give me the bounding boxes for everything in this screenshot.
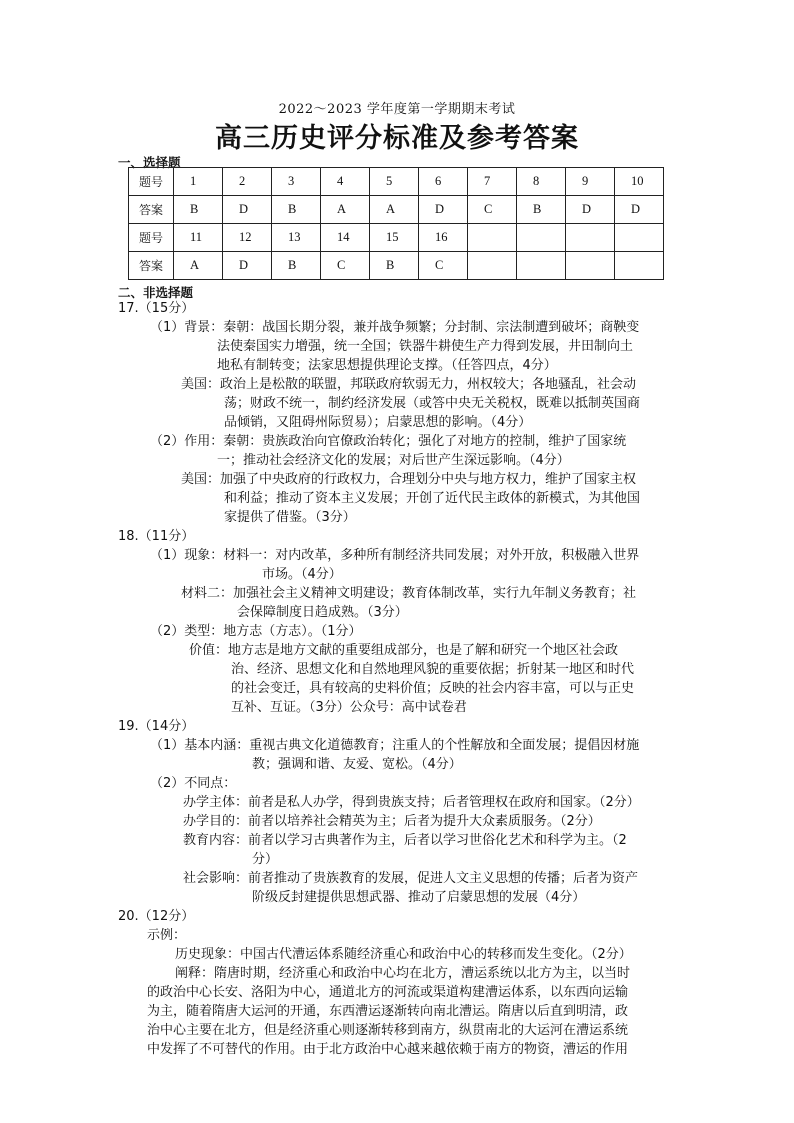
answer-line: 办学主体：前者是私人办学，得到贵族支持；后者管理权在政府和国家。（2分） xyxy=(183,795,640,810)
table-cell: 3 xyxy=(272,168,321,196)
table-cell: D xyxy=(615,196,664,224)
table-cell: 11 xyxy=(174,224,223,252)
table-cell: B xyxy=(272,252,321,280)
answer-line: 阶级反封建提供思想武器、推动了启蒙思想的发展（4分） xyxy=(252,890,586,905)
question-header: 18.（11分） xyxy=(118,529,195,544)
answer-line: （2）类型：地方志（方志）。（1分） xyxy=(150,624,362,639)
answer-line: 家提供了借鉴。（3分） xyxy=(224,510,356,525)
table-cell: C xyxy=(419,252,468,280)
answer-line: 治、经济、思想文化和自然地理风貌的重要依据；折射某一地区和时代 xyxy=(231,662,635,677)
table-cell: B xyxy=(272,196,321,224)
table-cell: 4 xyxy=(321,168,370,196)
row-label: 题号 xyxy=(129,224,174,252)
table-cell: 12 xyxy=(223,224,272,252)
answer-line: 市场。（4分） xyxy=(262,567,342,582)
table-row xyxy=(129,252,664,280)
answer-line: 荡；财政不统一，制约经济发展（或答中央无关税权，既难以抵制英国商 xyxy=(224,396,641,411)
answer-line: 材料二：加强社会主义精神文明建设；教育体制改革，实行九年制义务教育；社 xyxy=(181,586,637,601)
answer-line: 历史现象：中国古代漕运体系随经济重心和政治中心的转移而发生变化。（2分） xyxy=(175,947,632,962)
answer-table xyxy=(128,167,664,280)
page-title: 高三历史评分标准及参考答案 xyxy=(215,123,579,154)
answer-line: 教；强调和谐、友爱、宽松。（4分） xyxy=(252,757,462,772)
table-cell xyxy=(517,224,566,252)
answer-line: 的政治中心长安、洛阳为中心，通道北方的河流或渠道构建漕运体系，以东西向运输 xyxy=(147,985,629,1000)
row-label: 答案 xyxy=(129,196,174,224)
table-cell: A xyxy=(370,196,419,224)
answer-line: （1）背景：秦朝：战国长期分裂，兼并战争频繁；分封制、宗法制遭到破坏；商鞅变 xyxy=(150,320,640,335)
answer-line: （1）基本内涵：重视古典文化道德教育；注重人的个性解放和全面发展；提倡因材施 xyxy=(150,738,640,753)
table-cell: C xyxy=(321,252,370,280)
answer-line: 地私有制转变；法家思想提供理论支撑。（任答四点，4分） xyxy=(217,358,557,373)
question-header: 19.（14分） xyxy=(118,719,195,734)
question-header: 17.（15分） xyxy=(118,301,195,316)
table-cell: A xyxy=(321,196,370,224)
answer-line: 的社会变迁，具有较高的史料价值；反映的社会内容丰富，可以与正史 xyxy=(231,681,635,696)
table-cell: D xyxy=(419,196,468,224)
exam-subtitle: 2022～2023 学年度第一学期期末考试 xyxy=(278,102,516,117)
table-cell: C xyxy=(468,196,517,224)
answer-line: （2）作用：秦朝：贵族政治向官僚政治转化；强化了对地方的控制，维护了国家统 xyxy=(150,434,627,449)
table-cell: D xyxy=(223,196,272,224)
table-cell: 9 xyxy=(566,168,615,196)
table-cell: D xyxy=(223,252,272,280)
table-cell: 14 xyxy=(321,224,370,252)
table-cell: 5 xyxy=(370,168,419,196)
answer-line: 美国：政治上是松散的联盟，邦联政府软弱无力，州权较大；各地骚乱，社会动 xyxy=(181,377,637,392)
answer-line: 治中心主要在北方，但是经济重心则逐渐转移到南方，纵贯南北的大运河在漕运系统 xyxy=(147,1023,629,1038)
question-header: 20.（12分） xyxy=(118,909,195,924)
table-cell: 16 xyxy=(419,224,468,252)
answer-line: 示例： xyxy=(147,928,187,943)
answer-line: （1）现象：材料一：对内改革，多种所有制经济共同发展；对外开放，积极融入世界 xyxy=(150,548,640,563)
answer-line: （2）不同点： xyxy=(150,776,237,791)
table-cell xyxy=(615,224,664,252)
table-cell: 7 xyxy=(468,168,517,196)
table-cell: 2 xyxy=(223,168,272,196)
table-cell: D xyxy=(566,196,615,224)
section-heading-nonchoice: 二、非选择题 xyxy=(118,285,194,300)
table-cell xyxy=(468,252,517,280)
section-heading-choice: 一、选择题 xyxy=(118,155,181,170)
answer-line: 分） xyxy=(252,852,279,867)
table-cell: B xyxy=(174,196,223,224)
answer-line: 一；推动社会经济文化的发展；对后世产生深远影响。（4分） xyxy=(217,453,570,468)
answer-line: 教育内容：前者以学习古典著作为主，后者以学习世俗化艺术和科学为主。（2 xyxy=(183,833,627,848)
table-row xyxy=(129,168,664,196)
table-cell xyxy=(566,224,615,252)
answer-line: 阐释：隋唐时期，经济重心和政治中心均在北方，漕运系统以北方为主，以当时 xyxy=(175,966,631,981)
table-cell: 1 xyxy=(174,168,223,196)
row-label: 题号 xyxy=(129,168,174,196)
answer-line: 会保障制度日趋成熟。（3分） xyxy=(237,605,408,620)
answer-line: 中发挥了不可替代的作用。由于北方政治中心越来越依赖于南方的物资，漕运的作用 xyxy=(147,1042,629,1057)
answer-line: 为主，随着隋唐大运河的开通，东西漕运逐渐转向南北漕运。隋唐以后直到明清，政 xyxy=(147,1004,629,1019)
row-label: 答案 xyxy=(129,252,174,280)
answer-line: 和利益；推动了资本主义发展；开创了近代民主政体的新模式，为其他国 xyxy=(224,491,641,506)
answer-line: 办学目的：前者以培养社会精英为主；后者为提升大众素质服务。（2分） xyxy=(183,814,601,829)
table-cell: B xyxy=(370,252,419,280)
answer-line: 价值：地方志是地方文献的重要组成部分，也是了解和研究一个地区社会政 xyxy=(189,643,619,658)
table-cell xyxy=(517,252,566,280)
answer-line: 社会影响：前者推动了贵族教育的发展，促进人文主义思想的传播；后者为资产 xyxy=(183,871,639,886)
table-cell xyxy=(615,252,664,280)
table-cell: 15 xyxy=(370,224,419,252)
table-cell: 6 xyxy=(419,168,468,196)
table-cell: B xyxy=(517,196,566,224)
answer-line: 品倾销，又阻碍州际贸易）；启蒙思想的影响。（4分） xyxy=(224,415,532,430)
table-cell xyxy=(566,252,615,280)
table-cell: 8 xyxy=(517,168,566,196)
table-cell: A xyxy=(174,252,223,280)
table-row xyxy=(129,196,664,224)
answer-line: 法使秦国实力增强，统一全国；铁器牛耕使生产力得到发展，井田制向土 xyxy=(217,339,634,354)
table-cell: 13 xyxy=(272,224,321,252)
table-row xyxy=(129,224,664,252)
answer-line: 互补、互证。（3分）公众号：高中试卷君 xyxy=(231,700,467,715)
table-cell xyxy=(468,224,517,252)
answer-line: 美国：加强了中央政府的行政权力，合理划分中央与地方权力，维护了国家主权 xyxy=(181,472,637,487)
table-cell: 10 xyxy=(615,168,664,196)
